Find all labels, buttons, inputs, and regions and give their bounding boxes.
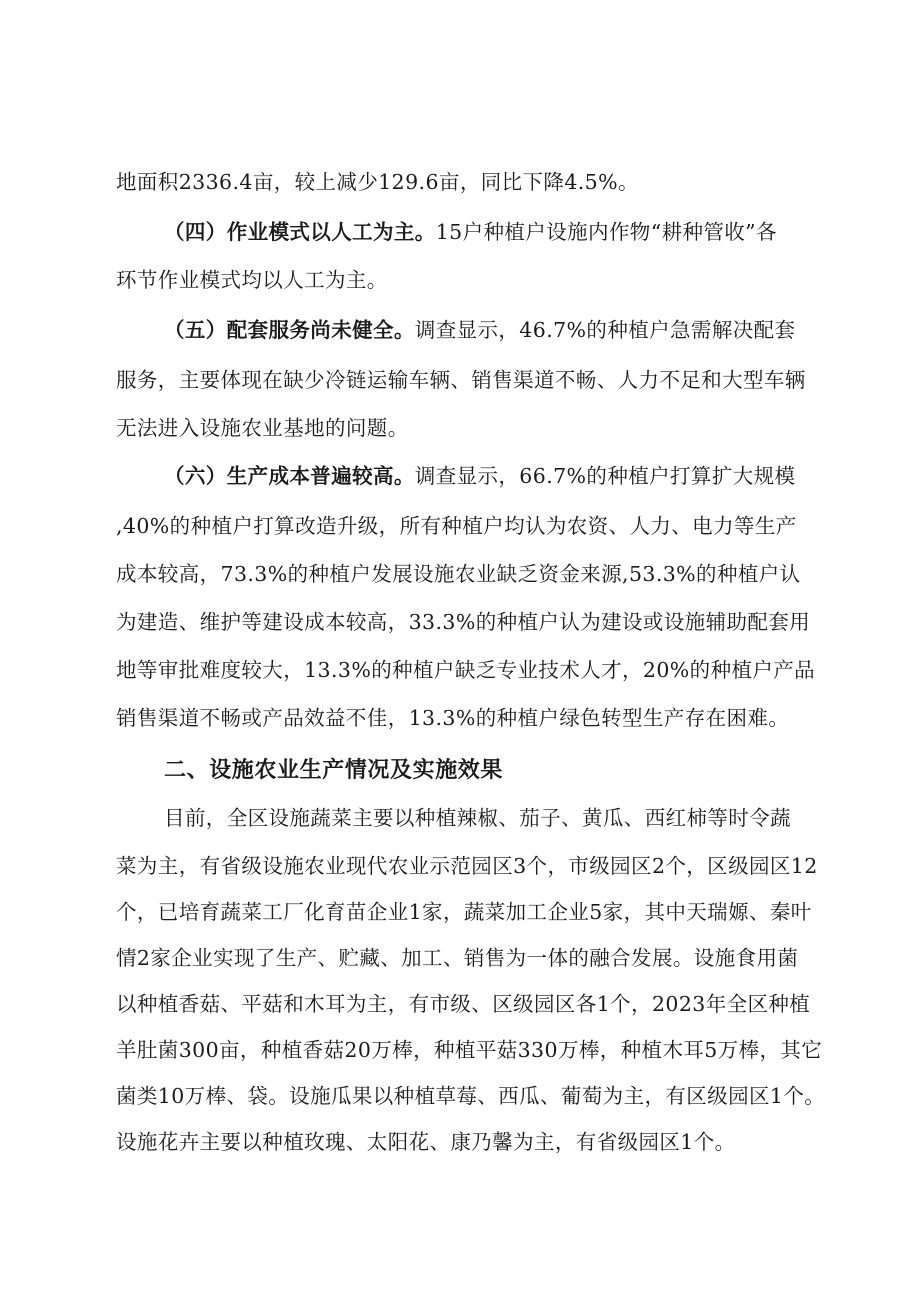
section-4-line	[164, 217, 832, 247]
paragraph-line	[116, 1035, 832, 1065]
line-text: 菜为主，有省级设施农业现代农业示范园区3个，市级园区2个，区级园区12	[116, 854, 818, 878]
line-text: 无法进入设施农业基地的问题。	[116, 416, 409, 440]
line-text: 成本较高，73.3%的种植户发展设施农业缺乏资金来源,53.3%的种植户认	[116, 562, 801, 586]
line-text: 调查显示，46.7%的种植户急需解决配套	[414, 318, 796, 342]
line-text: 地等审批难度较大，13.3%的种植户缺乏专业技术人才，20%的种植户产品	[116, 658, 816, 682]
line-text: 地面积2336.4亩，较上减少129.6亩，同比下降4.5%。	[116, 170, 639, 194]
paragraph-line	[116, 943, 832, 973]
paragraph-line	[164, 803, 832, 833]
paragraph-line	[116, 167, 832, 197]
line-text: 以种植香菇、平菇和木耳为主，有市级、区级园区各1个，2023年全区种植	[116, 992, 811, 1016]
line-text: 情2家企业实现了生产、贮藏、加工、销售为一体的融合发展。设施食用菌	[116, 946, 799, 970]
section-5-line	[164, 315, 832, 345]
line-text: 为建造、维护等建设成本较高，33.3%的种植户认为建设或设施辅助配套用	[116, 610, 811, 634]
line-text: 个，已培育蔬菜工厂化育苗企业1家，蔬菜加工企业5家，其中天瑞嫄、秦叶	[116, 900, 812, 924]
line-text: 销售渠道不畅或产品效益不佳，13.3%的种植户绿色转型生产存在困难。	[116, 706, 790, 730]
paragraph-line	[116, 897, 832, 927]
line-text: 菌类10万棒、袋。设施瓜果以种植草莓、西瓜、葡萄为主，有区级园区1个。	[116, 1084, 826, 1108]
line-text: 15户种植户设施内作物“耕种管收”各	[435, 220, 777, 244]
paragraph-line	[116, 989, 832, 1019]
line-text: 目前，全区设施蔬菜主要以种植辣椒、茄子、黄瓜、西红柿等时令蔬	[164, 806, 791, 830]
paragraph-line	[116, 413, 832, 443]
line-text: 调查显示，66.7%的种植户打算扩大规模	[414, 464, 796, 488]
section-6-heading: （六）生产成本普遍较高。	[164, 464, 415, 488]
paragraph-line	[116, 607, 832, 637]
section-5-heading: （五）配套服务尚未健全。	[164, 318, 415, 342]
line-text: 设施花卉主要以种植玫瑰、太阳花、康乃馨为主，有省级园区1个。	[116, 1130, 736, 1154]
section-6-line	[164, 461, 832, 491]
line-text: ,40%的种植户打算改造升级，所有种植户均认为农资、人力、电力等生产	[116, 514, 797, 538]
line-text: 环节作业模式均以人工为主。	[116, 268, 388, 292]
section-4-heading: （四）作业模式以人工为主。	[164, 220, 436, 244]
line-text: 服务，主要体现在缺少冷链运输车辆、销售渠道不畅、人力不足和大型车辆	[116, 368, 806, 392]
paragraph-line	[116, 365, 832, 395]
paragraph-line	[116, 265, 832, 295]
section-heading-2: 二、设施农业生产情况及实施效果	[164, 758, 504, 783]
paragraph-line	[116, 1081, 832, 1111]
line-text: 羊肚菌300亩，种植香菇20万棒，种植平菇330万棒，种植木耳5万棒，其它	[116, 1038, 823, 1062]
paragraph-line	[116, 1127, 832, 1157]
paragraph-line	[116, 511, 832, 541]
paragraph-line	[116, 703, 832, 733]
paragraph-line	[116, 851, 832, 881]
paragraph-line	[116, 655, 832, 685]
paragraph-line	[116, 559, 832, 589]
